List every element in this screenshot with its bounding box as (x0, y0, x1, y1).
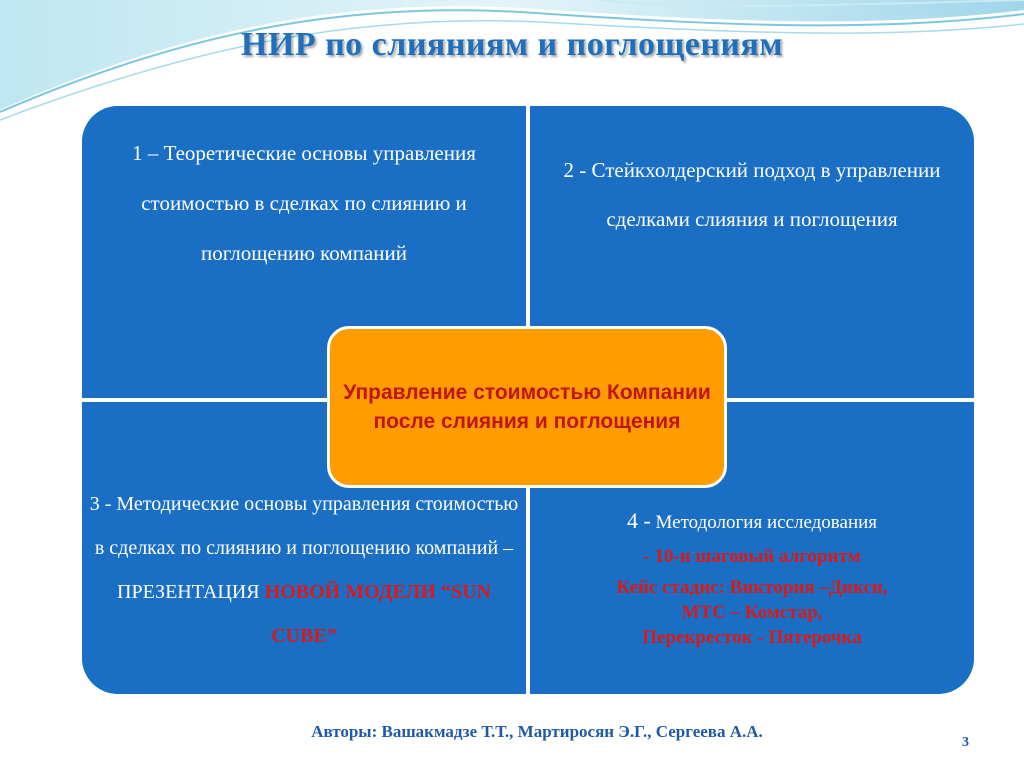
quadrant-4-content (538, 506, 966, 650)
quadrant-4-case-3: Перекресток - Пятерочка (642, 627, 862, 648)
authors-line: Авторы: Вашакмадзе Т.Т., Мартиросян Э.Г., Сергеева А.А. (311, 722, 763, 741)
quadrant-1-text: 1 – Теоретические основы управления стоимостью в сделках по слиянию и поглощению компаний (132, 141, 476, 265)
slide-title: НИР по слияниям и поглощениям (240, 26, 784, 63)
center-topic-box (327, 326, 727, 488)
quadrant-3-content (86, 482, 522, 658)
quadrant-4-number: 4 - (626, 508, 651, 533)
quadrant-4-case-1: Кейс стадис: Виктория –Дикси, (616, 577, 888, 598)
quadrant-4-algorithm: - 10-и шаговый алгоритм (643, 546, 861, 567)
quadrant-3-highlight: НОВОЙ МОДЕЛИ “SUN CUBE” (264, 581, 491, 647)
quadrant-4-case-2: МТС – Комстар, (681, 602, 823, 623)
page-number: 3 (962, 735, 969, 750)
quadrant-3-text: 3 - Методические основы управления стоимостью в сделках по слиянию и поглощению компаний – ПРЕЗЕНТАЦИЯ (89, 493, 519, 603)
quadrant-4-text: Методология исследования (655, 512, 878, 533)
center-topic-text: Управление стоимостью Компании после слияния и поглощения (343, 381, 711, 433)
quadrant-2-text: 2 - Стейкхолдерский подход в управлении сделками слияния и поглощения (563, 158, 941, 231)
quadrant-4-heading (538, 506, 966, 538)
